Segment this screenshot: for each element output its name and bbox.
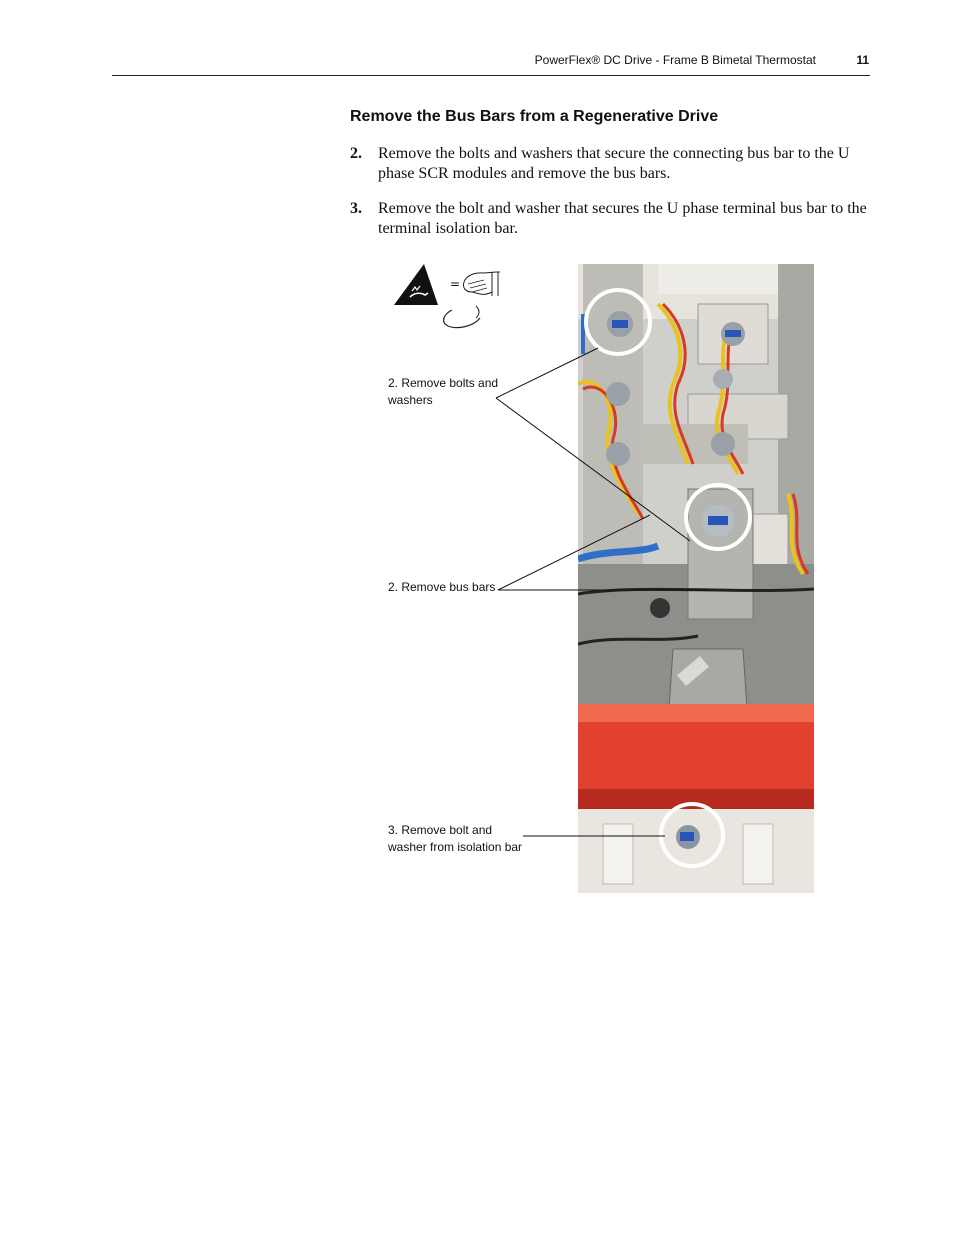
section-title: Remove the Bus Bars from a Regenerative Drive (350, 108, 719, 125)
callout-line: 2. Remove bus bars (388, 580, 496, 594)
callout-line: washer from isolation bar (388, 840, 523, 854)
step-text: Remove the bolt and washer that secures the U phase terminal bus bar to the terminal isolation bar. (378, 200, 867, 237)
callout-remove-bolts (388, 375, 498, 409)
callout-remove-bus-bars (388, 579, 495, 596)
step-number: 2. (350, 145, 362, 162)
callout-line: 3. Remove bolt and (388, 823, 493, 837)
callout-line: 2. Remove bolts and (388, 376, 499, 390)
running-header-title: PowerFlex® DC Drive - Frame B Bimetal Thermostat (534, 53, 816, 67)
callout-line: washers (388, 393, 433, 407)
esd-equals-sign: = (450, 277, 461, 291)
step-text: Remove the bolts and washers that secure the connecting bus bar to the U phase SCR modules and remove the bus bars. (378, 145, 850, 182)
callout-remove-isolation-bolt (388, 822, 522, 856)
step-number: 3. (350, 200, 362, 217)
page-number: 11 (856, 53, 869, 67)
